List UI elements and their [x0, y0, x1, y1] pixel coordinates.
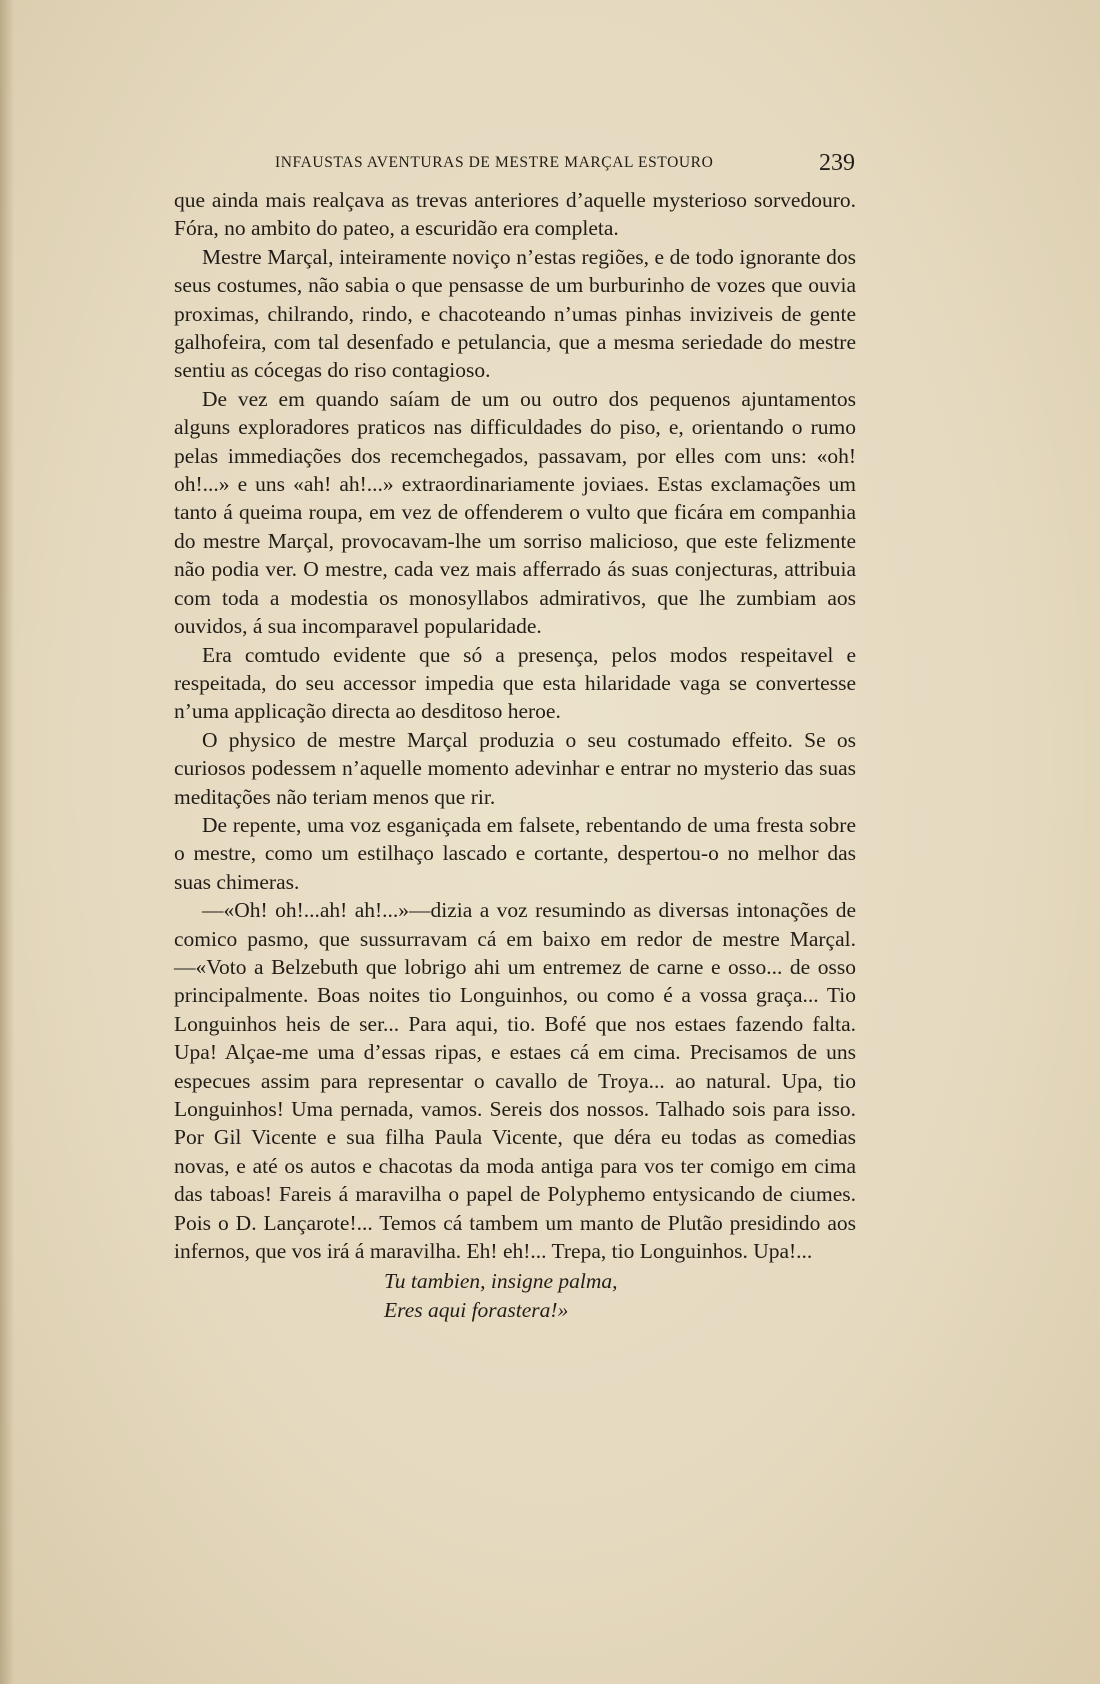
paragraph: De repente, uma voz esganiçada em falsete, rebentando de uma fresta sobre o mestre, como um estilhaço lascado e cortante, despertou-o no melhor das suas chimeras.: [174, 812, 856, 894]
running-head: [275, 150, 885, 182]
page-edge-shadow: [0, 0, 14, 1684]
running-title: INFAUSTAS AVENTURAS DE MESTRE MARÇAL ESTOURO: [275, 154, 714, 171]
verse-line: Eres aqui forastera!»: [384, 1297, 569, 1322]
verse-line: Tu tambien, insigne palma,: [384, 1269, 618, 1294]
paragraph: O physico de mestre Marçal produzia o seu costumado effeito. Se os curiosos podessem n’aquelle momento adevinhar e entrar no mysterio das suas meditações não teriam menos que rir.: [174, 727, 856, 809]
page-number: 239: [819, 150, 855, 176]
paragraph: Mestre Marçal, inteiramente noviço n’estas regiões, e de todo ignorante dos seus costumes, não sabia o que pensasse de um burburinho de vozes que ouvia proximas, chilrando, rindo, e chacoteando n’umas pinhas inviziveis de gente galhofeira, com tal desenfado e petulancia, que a mesma seriedade do mestre sentiu as cócegas do riso contagioso.: [174, 244, 856, 383]
verse-quote: [384, 1267, 856, 1324]
paragraph: Era comtudo evidente que só a presença, pelos modos respeitavel e respeitada, do seu accessor impedia que esta hilaridade vaga se convertesse n’uma applicação directa ao desditoso heroe.: [174, 642, 856, 724]
body-text: [174, 186, 856, 1324]
paragraph: —«Oh! oh!...ah! ah!...»—dizia a voz resumindo as diversas intonações de comico pasmo, que sussurravam cá em baixo em redor de mestre Marçal.—«Voto a Belzebuth que lobrigo ahi um entremez de carne e osso... de osso principalmente. Boas noites tio Longuinhos, ou como é a vossa graça... Tio Longuinhos heis de ser... Para aqui, tio. Bofé que nos estaes fazendo falta. Upa! Alçae-me uma d’essas ripas, e estaes cá em cima. Precisamos de uns especues assim para representar o cavallo de Troya... ao natural. Upa, tio Longuinhos! Uma pernada, vamos. Sereis dos nossos. Talhado sois para isso. Por Gil Vicente e sua filha Paula Vicente, que déra eu todas as comedias novas, e até os autos e chacotas da moda antiga para vos ter comigo em cima das taboas! Fareis á maravilha o papel de Polyphemo entysicando de ciumes. Pois o D. Lançarote!... Temos cá tambem um manto de Plutão presidindo aos infernos, que vos irá á maravilha. Eh! eh!... Trepa, tio Longuinhos. Upa!...: [174, 898, 856, 1264]
paragraph: De vez em quando saíam de um ou outro dos pequenos ajuntamentos alguns exploradores praticos nas difficuldades do piso, e, orientando o rumo pelas immediações dos recemchegados, passavam, por elles com uns: «oh! oh!...» e uns «ah! ah!...» extraordinariamente joviaes. Estas exclamações um tanto á queima roupa, em vez de offenderem o vulto que ficára em companhia do mestre Marçal, provocavam-lhe um sorriso malicioso, que este felizmente não podia ver. O mestre, cada vez mais afferrado ás suas conjecturas, attribuia com toda a modestia os monosyllabos admirativos, que lhe zumbiam aos ouvidos, á sua incomparavel popularidade.: [174, 386, 856, 639]
paragraph: que ainda mais realçava as trevas anteriores d’aquelle mysterioso sorvedouro. Fóra, no ambito do pateo, a escuridão era completa.: [174, 188, 856, 241]
